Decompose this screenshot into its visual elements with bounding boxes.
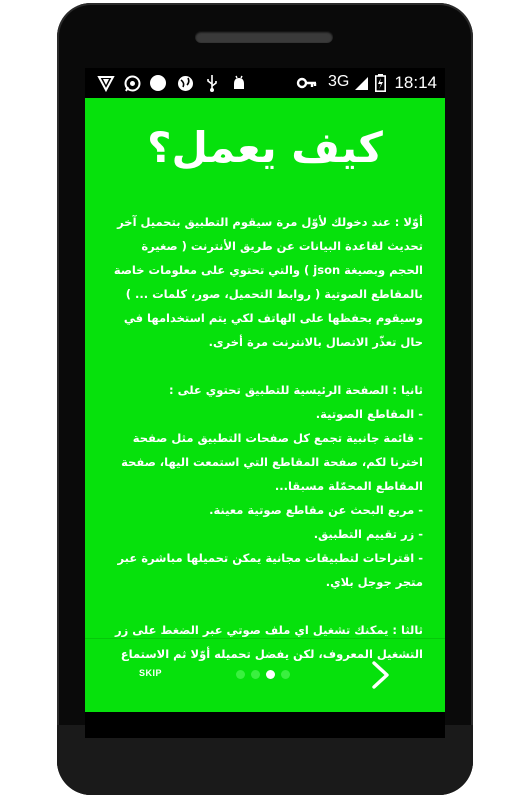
circle-icon xyxy=(149,74,167,92)
globe-icon xyxy=(176,74,194,92)
paragraph-first: أوّلا : عند دخولك لأوّل مرة سيقوم التطبيق بتحميل آخر تحديث لقاعدة البيانات عن طريق الأنترنت ( صغيرة الحجم وبصيغة json ) والتي تحتوي على معلومات خاصة بالمقاطع الصوتية ( روابط التحميل، صور، كلمات ... ) وسيقوم بحفظها على الهاتف لكي يتم استخدامها في حال تعذّر الاتصال بالانترنت مرة أخرى. xyxy=(113,215,423,349)
navigation-bar xyxy=(85,712,445,738)
list-item: - مربع البحث عن مقاطع صوتية معينة. xyxy=(209,503,423,517)
battery-icon xyxy=(374,74,386,92)
list-item: - المقاطع الصوتية. xyxy=(315,407,423,421)
usb-icon xyxy=(204,74,220,92)
signal-icon xyxy=(353,74,369,92)
page-title: كيف يعمل؟ xyxy=(147,123,383,172)
page-dot xyxy=(281,670,290,679)
page-dot xyxy=(251,670,260,679)
spacer xyxy=(105,594,423,618)
paragraph-second-heading: ثانيا : الصفحة الرئيسية للتطبيق تحتوي على : xyxy=(168,383,423,397)
key-icon xyxy=(297,74,317,92)
instructions-text[interactable] xyxy=(105,210,423,661)
paragraph-third: ثالثا : يمكنك تشغيل اي ملف صوتي عبر الضغط على زر التشغيل المعروف، لكن يفضل تحميله أوّلا ثم الاستماع xyxy=(115,623,423,661)
clock: 18:14 xyxy=(394,73,437,92)
network-type: 3G xyxy=(328,73,350,90)
page-dot xyxy=(236,670,245,679)
list-item: - قائمة جانبية تجمع كل صفحات التطبيق مثل صفحة اخترنا لكم، صفحة المقاطع التي استمعت اليها، صفحة المقاطع المحمّلة مسبقا... xyxy=(121,431,423,493)
next-button[interactable] xyxy=(368,660,394,690)
page-dot-active xyxy=(266,670,275,679)
spacer xyxy=(105,354,423,378)
skip-button[interactable]: SKIP xyxy=(139,668,163,678)
list-item: - زر تقييم التطبيق. xyxy=(313,527,423,541)
list-item: - اقتراحات لتطبيقات مجانية يمكن تحميلها مباشرة عبر متجر جوجل بلاي. xyxy=(117,551,423,589)
earpiece-speaker xyxy=(195,31,333,43)
page-indicator xyxy=(236,670,290,680)
vpn-shield-icon xyxy=(97,74,115,92)
status-bar xyxy=(85,68,445,98)
footer-divider xyxy=(85,638,445,639)
chevron-right-icon xyxy=(368,660,394,690)
android-debug-icon xyxy=(230,74,248,92)
whatsapp-icon xyxy=(123,74,141,92)
onboarding-screen xyxy=(85,98,445,712)
